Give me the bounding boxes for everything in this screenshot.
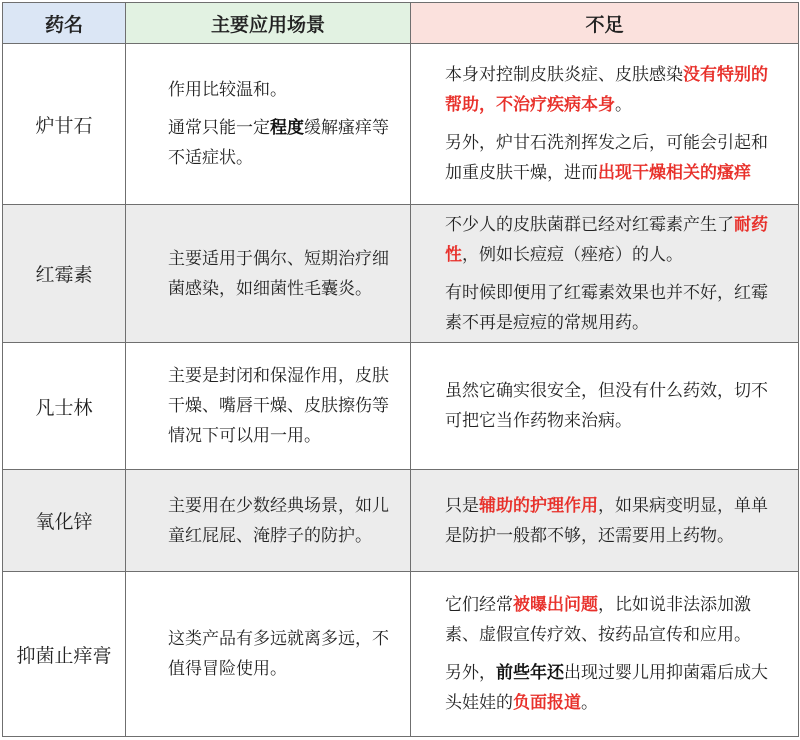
header-weakness: 不足 [411, 3, 799, 44]
weakness-text: 虽然它确实很安全，但没有什么药效，切不可把它当作药物来治病。 [445, 381, 768, 431]
highlight-text: 辅助的护理作用 [479, 495, 598, 516]
table-row [3, 343, 799, 470]
highlight-text: 没有特别的帮助，不治疗疾病本身 [445, 65, 768, 115]
highlight-text: 负面报道 [513, 693, 581, 713]
scenario-cell [126, 343, 411, 470]
weakness-text: 它们经常被曝出问题，比如说非法添加激素、虚假宣传疗效、按药品宣传和应用。 [445, 595, 751, 645]
drug-name-cell: 氧化锌 [3, 470, 126, 572]
weakness-cell [411, 470, 799, 572]
weakness-cell [411, 205, 799, 343]
scenario-text: 主要用在少数经典场景，如儿童红屁屁、淹脖子的防护。 [168, 495, 389, 546]
scenario-text: 主要适用于偶尔、短期治疗细菌感染，如细菌性毛囊炎。 [168, 248, 389, 299]
drug-comparison-table [2, 2, 799, 737]
weakness-text: 只是辅助的护理作用，如果病变明显，单单是防护一般都不够，还需要用上药物。 [445, 495, 768, 546]
drug-name-cell: 红霉素 [3, 205, 126, 343]
weakness-text: 不少人的皮肤菌群已经对红霉素产生了耐药性，例如长痘痘（痤疮）的人。 [445, 214, 768, 265]
weakness-text: 本身对控制皮肤炎症、皮肤感染没有特别的帮助，不治疗疾病本身。 [445, 65, 768, 115]
scenario-cell [126, 572, 411, 737]
header-row [3, 3, 799, 44]
weakness-text: 另外，炉甘石洗剂挥发之后，可能会引起和加重皮肤干燥，进而出现干燥相关的瘙痒 [445, 133, 768, 183]
highlight-text: 耐药性 [445, 214, 768, 265]
highlight-text: 出现干燥相关的瘙痒 [598, 163, 751, 183]
table-row [3, 205, 799, 343]
scenario-text: 作用比较温和。 [168, 80, 287, 100]
weakness-cell [411, 343, 799, 470]
bold-text: 程度 [270, 118, 304, 138]
scenario-cell [126, 470, 411, 572]
scenario-cell [126, 44, 411, 205]
scenario-text: 主要是封闭和保湿作用，皮肤干燥、嘴唇干燥、皮肤擦伤等情况下可以用一用。 [168, 366, 389, 446]
header-drug-name: 药名 [3, 3, 126, 44]
weakness-cell [411, 44, 799, 205]
table-row [3, 44, 799, 205]
drug-name-cell: 炉甘石 [3, 44, 126, 205]
drug-name-cell: 凡士林 [3, 343, 126, 470]
header-main-scenario: 主要应用场景 [126, 3, 411, 44]
table-row [3, 470, 799, 572]
bold-text: 前些年还 [496, 663, 564, 683]
scenario-text: 通常只能一定程度缓解瘙痒等不适症状。 [168, 118, 389, 168]
highlight-text: 被曝出问题 [513, 595, 598, 615]
weakness-text: 另外，前些年还出现过婴儿用抑菌霜后成大头娃娃的负面报道。 [445, 663, 768, 713]
weakness-cell [411, 572, 799, 737]
scenario-cell [126, 205, 411, 343]
table-row [3, 572, 799, 737]
weakness-text: 有时候即便用了红霉素效果也并不好，红霉素不再是痘痘的常规用药。 [445, 282, 768, 333]
drug-name-cell: 抑菌止痒膏 [3, 572, 126, 737]
scenario-text: 这类产品有多远就离多远，不值得冒险使用。 [168, 629, 389, 679]
